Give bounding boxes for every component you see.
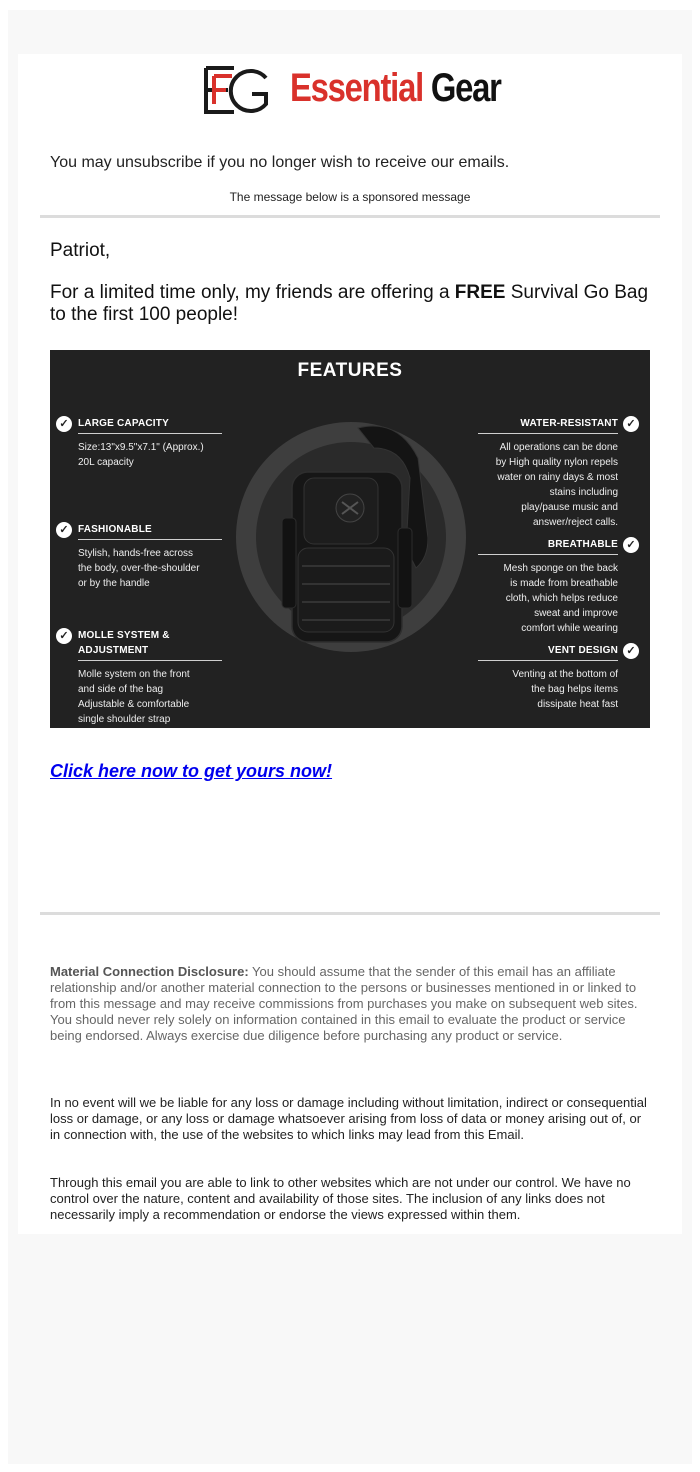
check-icon: ✓ xyxy=(623,537,639,553)
check-icon: ✓ xyxy=(623,643,639,659)
material-disclosure: Material Connection Disclosure: You should assume that the sender of this email has an affiliate relationship and/or another material connection to the persons or businesses mentioned in or linked to from this message and may receive commissions from purchases you make on subsequent web sites. You should never rely solely on information contained in this email to evaluate the product or service being endorsed. Always exercise due diligence before purchasing any product or service. xyxy=(50,964,638,1043)
feature-fashionable: FASHIONABLE Stylish, hands-free across the body, over-the-shoulder or by the handle xyxy=(78,522,222,591)
feature-molle-system: MOLLE SYSTEM & ADJUSTMENT Molle system on the front and side of the bag Adjustable & comfortable single shoulder strap xyxy=(78,628,222,727)
claim-bag-link[interactable]: Click here now to get yours now! xyxy=(50,761,333,781)
feature-vent-design: VENT DESIGN Venting at the bottom of the bag helps items dissipate heat fast xyxy=(478,643,618,712)
sponsored-note: The message below is a sponsored message xyxy=(229,190,471,204)
liability-notice: In no event will we be liable for any loss or damage including without limitation, indirect or consequential loss or damage, or any loss or damage whatsoever arising from loss of data or money arising out of, or in connection with, the use of the websites to which links may lead from this Email. xyxy=(50,1095,647,1142)
greeting: Patriot, xyxy=(50,240,111,261)
brand-name: Essential Gear xyxy=(290,66,501,110)
external-links-notice: Through this email you are able to link to other websites which are not under our control. We have no control over the nature, content and availability of those sites. The inclusion of any links does not necessarily imply a recommendation or endorse the views expressed within them. xyxy=(50,1175,631,1222)
unsubscribe-text: You may unsubscribe if you no longer wish to receive our emails. xyxy=(50,154,510,171)
check-icon: ✓ xyxy=(56,628,72,644)
feature-breathable: BREATHABLE Mesh sponge on the back is made from breathable cloth, which helps reduce sweat and improve comfort while wearing xyxy=(478,537,618,636)
divider-bottom xyxy=(40,912,660,915)
backpack-illustration xyxy=(278,418,428,658)
feature-water-resistant: WATER-RESISTANT All operations can be done by High quality nylon repels water on rainy days & most stains including play/pause music and answer/reject calls. xyxy=(478,416,618,530)
features-banner[interactable] xyxy=(50,350,650,728)
check-icon: ✓ xyxy=(56,416,72,432)
eg-monogram-icon xyxy=(204,64,270,116)
features-title: FEATURES xyxy=(297,360,403,381)
divider-top xyxy=(40,215,660,218)
brand-logo xyxy=(204,64,501,116)
offer-text: For a limited time only, my friends are offering a FREE Survival Go Bag to the first 100 people! xyxy=(50,282,649,325)
feature-large-capacity: LARGE CAPACITY Size:13"x9.5"x7.1" (Approx.) 20L capacity xyxy=(78,416,222,470)
check-icon: ✓ xyxy=(56,522,72,538)
check-icon: ✓ xyxy=(623,416,639,432)
